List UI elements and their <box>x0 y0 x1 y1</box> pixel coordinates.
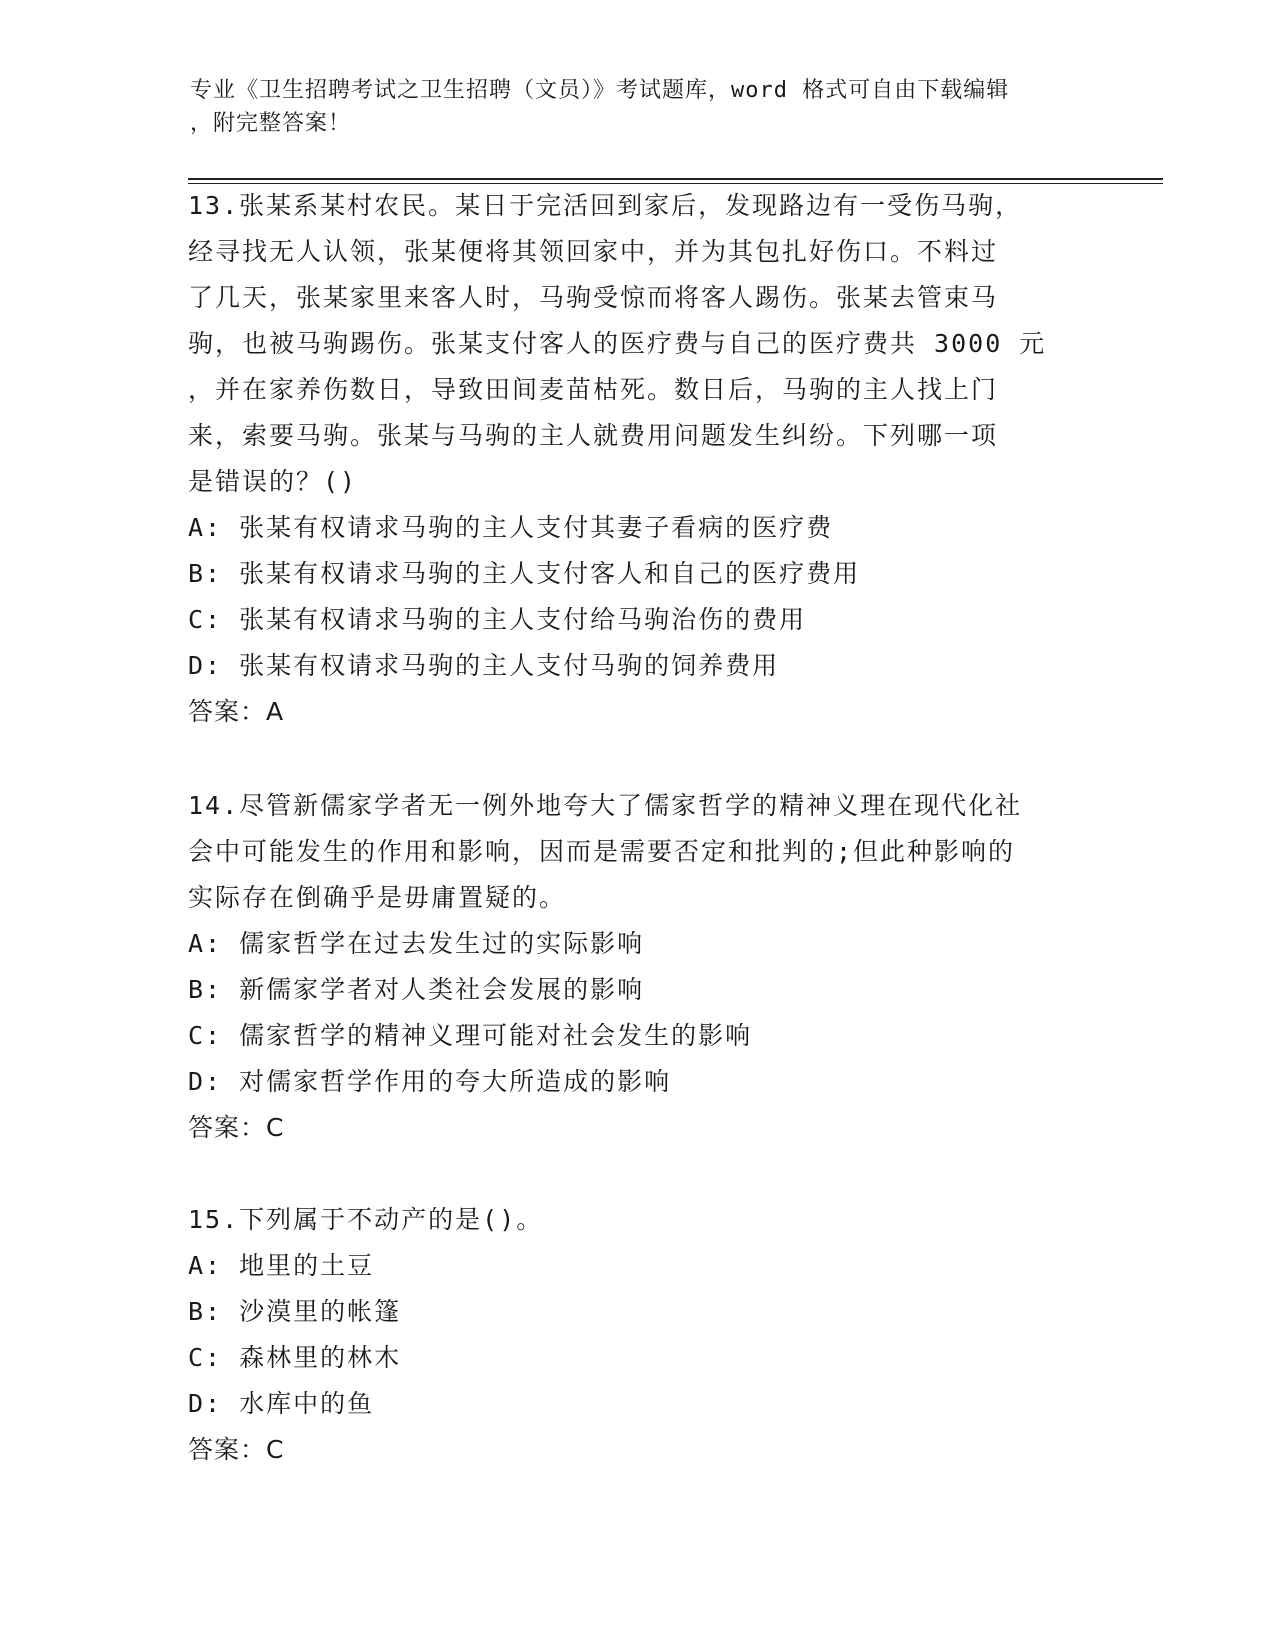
option-c: C: 森林里的林木 <box>188 1343 402 1372</box>
option-b: B: 新儒家学者对人类社会发展的影响 <box>188 975 645 1004</box>
option-d: D: 张某有权请求马驹的主人支付马驹的饲养费用 <box>188 651 780 680</box>
question-stem-line: 来，索要马驹。张某与马驹的主人就费用问题发生纠纷。下列哪一项 <box>188 421 999 450</box>
answer-line: 答案：C <box>188 1113 285 1142</box>
question-13 <box>188 183 1088 735</box>
option-a: A: 儒家哲学在过去发生过的实际影响 <box>188 929 645 958</box>
option-c: C: 张某有权请求马驹的主人支付给马驹治伤的费用 <box>188 605 807 634</box>
question-stem-line: 了几天，张某家里来客人时，马驹受惊而将客人踢伤。张某去管束马 <box>188 283 999 312</box>
option-b: B: 张某有权请求马驹的主人支付客人和自己的医疗费用 <box>188 559 861 588</box>
header-divider-thick <box>188 178 1163 180</box>
option-d: D: 水库中的鱼 <box>188 1389 375 1418</box>
header-line: 专业《卫生招聘考试之卫生招聘（文员）》考试题库，word 格式可自由下载编辑 <box>190 78 1010 103</box>
question-stem-line: 是错误的？() <box>188 467 358 496</box>
header-line: ，附完整答案！ <box>190 111 352 136</box>
option-a: A: 地里的土豆 <box>188 1251 375 1280</box>
question-stem-line: 经寻找无人认领，张某便将其领回家中，并为其包扎好伤口。不料过 <box>188 237 999 266</box>
question-stem-line: 14.尽管新儒家学者无一例外地夸大了儒家哲学的精神义理在现代化社 <box>188 791 1023 820</box>
answer-line: 答案：A <box>188 697 285 726</box>
question-stem-line: 13.张某系某村农民。某日于完活回到家后，发现路边有一受伤马驹， <box>188 191 1023 220</box>
question-stem-line: 会中可能发生的作用和影响，因而是需要否定和批判的;但此种影响的 <box>188 837 1016 866</box>
question-stem-line: ，并在家养伤数日，导致田间麦苗枯死。数日后，马驹的主人找上门 <box>188 375 999 404</box>
option-a: A: 张某有权请求马驹的主人支付其妻子看病的医疗费 <box>188 513 834 542</box>
option-d: D: 对儒家哲学作用的夸大所造成的影响 <box>188 1067 672 1096</box>
option-b: B: 沙漠里的帐篷 <box>188 1297 402 1326</box>
question-stem-line: 实际存在倒确乎是毋庸置疑的。 <box>188 883 567 912</box>
question-stem-line: 15.下列属于不动产的是()。 <box>188 1205 544 1234</box>
answer-line: 答案：C <box>188 1435 285 1464</box>
document-header <box>190 74 1090 140</box>
option-c: C: 儒家哲学的精神义理可能对社会发生的影响 <box>188 1021 753 1050</box>
question-14 <box>188 783 1088 1151</box>
question-stem-line: 驹，也被马驹踢伤。张某支付客人的医疗费与自己的医疗费共 3000 元 <box>188 329 1047 358</box>
question-15 <box>188 1197 1088 1473</box>
